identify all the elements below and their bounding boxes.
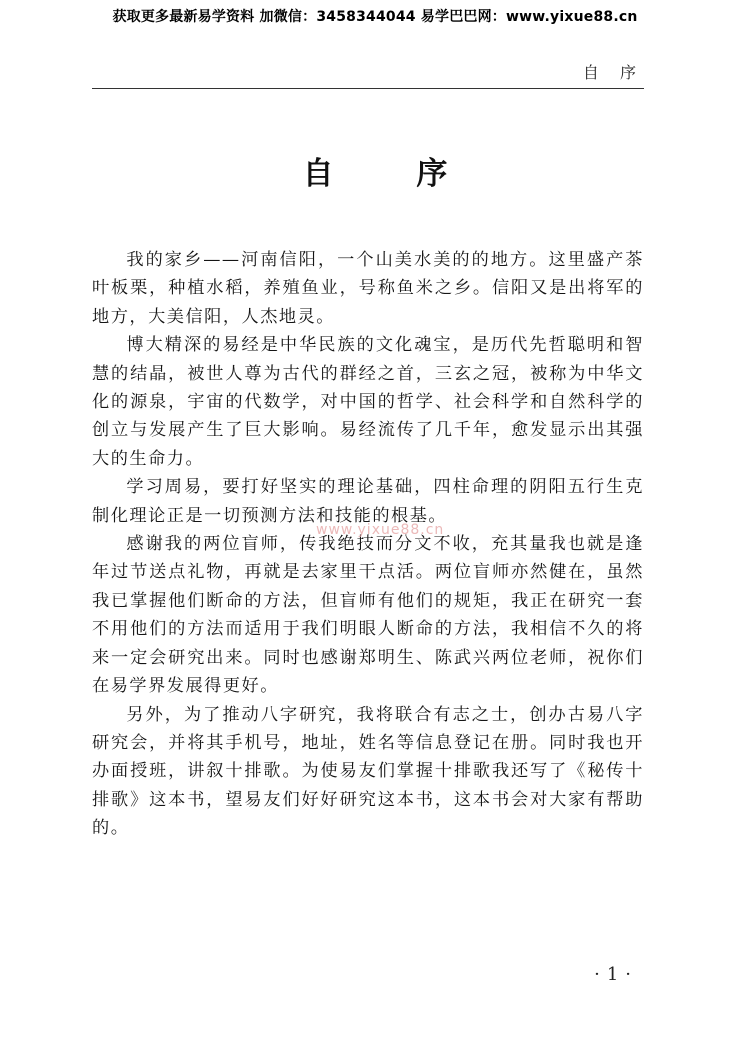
paragraph-research: 另外，为了推动八字研究，我将联合有志之士，创办古易八字研究会，并将其手机号，地址，姓名等信息登记在册。同时我也开办面授班，讲叙十排歌。为使易友们掌握十排歌我还写了《秘传十排歌》这本书，望易友们好好研究这本书，这本书会对大家有帮助的。 (92, 704, 644, 839)
running-header: 自 序 (582, 63, 644, 82)
preface-body (92, 246, 644, 843)
header-rule (92, 88, 644, 89)
paragraph-yijing: 博大精深的易经是中华民族的文化魂宝，是历代先哲聪明和智慧的结晶，被世人尊为古代的群经之首，三玄之冠，被称为中华文化的源泉，宇宙的代数学，对中国的哲学、社会科学和自然科学的创立与发展产生了巨大影响。易经流传了几千年，愈发显示出其强大的生命力。 (92, 335, 644, 469)
promo-banner: 获取更多最新易学资料 加微信：3458344044 易学巴巴网：www.yixue88.cn (112, 9, 638, 25)
paragraph-study: 学习周易，要打好坚实的理论基础，四柱命理的阴阳五行生克制化理论正是一切预测方法和技能的根基。 (92, 477, 644, 526)
watermark: www.yixue88.cn (316, 522, 445, 538)
page-number: ·1· (594, 964, 638, 985)
page-title: 自 序 (302, 156, 484, 192)
paragraph-thanks: 感谢我的两位盲师，传我绝技而分文不收，充其量我也就是逢年过节送点礼物，再就是去家里干点活。两位盲师亦然健在，虽然我已掌握他们断命的方法，但盲师有他们的规矩，我正在研究一套不用他们的方法而适用于我们明眼人断命的方法，我相信不久的将来一定会研究出来。同时也感谢郑明生、陈武兴两位老师，祝你们在易学界发展得更好。 (92, 534, 644, 697)
paragraph-hometown: 我的家乡——河南信阳，一个山美水美的的地方。这里盛产茶叶板栗，种植水稻，养殖鱼业，号称鱼米之乡。信阳又是出将军的地方，大美信阳，人杰地灵。 (92, 250, 644, 327)
